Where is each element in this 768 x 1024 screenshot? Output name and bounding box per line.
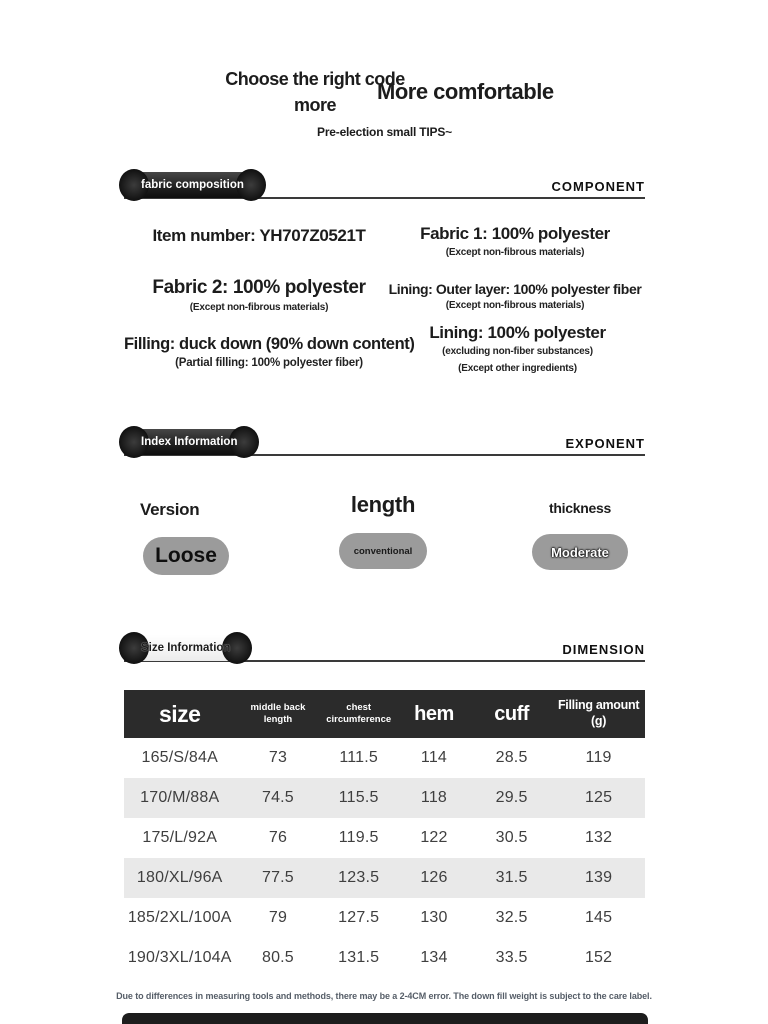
table-cell: 114 [420, 749, 448, 766]
table-cell: 79 [268, 909, 288, 926]
table-row [124, 858, 645, 898]
table-cell: 145 [584, 909, 613, 926]
lining-note-2: (Except other ingredients) [458, 362, 577, 374]
metric-thickness [528, 500, 632, 570]
table-cell: 118 [420, 789, 448, 806]
fabric1-text: Fabric 1: 100% polyester [420, 224, 610, 243]
table-cell: 175/L/92A [142, 829, 218, 846]
index-ribbon-label: Index Information [141, 436, 238, 448]
fabric1-note: (Except non-fibrous materials) [445, 246, 585, 258]
column-header: size [159, 700, 201, 727]
table-cell: 130 [420, 909, 448, 926]
table-row [124, 738, 645, 778]
table-cell: 122 [420, 829, 448, 846]
table-cell: 80.5 [261, 949, 294, 966]
hero-title-line1: Choose the right code [225, 69, 405, 89]
column-header: hem [414, 702, 454, 725]
fabric2-text: Fabric 2: 100% polyester [152, 277, 366, 298]
size-table-header [124, 690, 645, 738]
table-cell: 74.5 [261, 789, 294, 806]
lining-outer-note: (Except non-fibrous materials) [445, 300, 585, 312]
column-header: middle back length [250, 702, 306, 725]
hero-title-line2: more [293, 95, 336, 115]
lining-outer-block [378, 281, 652, 311]
size-ribbon-label: Size Information [141, 642, 231, 654]
table-cell: 28.5 [495, 749, 528, 766]
size-table [124, 690, 645, 978]
table-row [124, 898, 645, 938]
table-cell: 152 [584, 949, 613, 966]
fabric2-note: (Except non-fibrous materials) [189, 301, 329, 313]
column-header: cuff [494, 702, 529, 725]
fabric1-block [385, 224, 645, 258]
metric-length [330, 492, 436, 569]
metric-value-pill: Moderate [532, 534, 628, 570]
fabric-section-header [124, 171, 645, 202]
metric-value-pill: conventional [339, 533, 427, 569]
table-cell: 180/XL/96A [136, 869, 223, 886]
lining-outer-text: Lining: Outer layer: 100% polyester fiber [388, 281, 642, 297]
table-cell: 165/S/84A [141, 749, 218, 766]
table-cell: 33.5 [495, 949, 528, 966]
table-cell: 115.5 [338, 789, 379, 806]
table-cell: 170/M/88A [140, 789, 220, 806]
size-corner-label: DIMENSION [562, 642, 645, 657]
index-ribbon [124, 429, 254, 455]
index-corner-label: EXPONENT [565, 436, 645, 451]
column-header: Filling amount (g) [557, 698, 640, 728]
size-table-body [124, 738, 645, 978]
lining-text: Lining: 100% polyester [429, 323, 606, 342]
metric-label: thickness [549, 500, 611, 516]
table-cell: 73 [268, 749, 288, 766]
table-cell: 123.5 [338, 869, 380, 886]
table-cell: 29.5 [495, 789, 528, 806]
fabric-corner-label: COMPONENT [551, 179, 645, 194]
metric-value-pill: Loose [143, 537, 229, 575]
table-cell: 127.5 [338, 909, 380, 926]
item-number-text: Item number: YH707Z0521T [152, 226, 366, 245]
size-section-header [124, 634, 645, 665]
table-cell: 131.5 [338, 949, 380, 966]
measurement-footnote: Due to differences in measuring tools and methods, there may be a 2-4CM error. The down fill weight is subject to the care label. [116, 991, 652, 1001]
lining-note-1: (excluding non-fiber substances) [442, 345, 593, 357]
metric-label: length [350, 492, 416, 517]
fabric-ribbon [124, 172, 261, 198]
table-cell: 119.5 [338, 829, 379, 846]
column-header: chest circumference [326, 702, 392, 725]
table-cell: 32.5 [495, 909, 528, 926]
table-cell: 119 [585, 749, 612, 766]
lining-block [390, 323, 645, 374]
table-row [124, 778, 645, 818]
table-cell: 134 [420, 949, 448, 966]
table-cell: 126 [420, 869, 448, 886]
next-section-ribbon-partial [122, 1013, 648, 1024]
size-ribbon [124, 635, 247, 661]
table-row [124, 938, 645, 978]
item-number-block [124, 226, 394, 246]
table-cell: 125 [584, 789, 613, 806]
table-cell: 30.5 [495, 829, 528, 846]
table-row [124, 818, 645, 858]
index-section-header [124, 428, 645, 459]
filling-block [124, 335, 414, 369]
table-cell: 77.5 [261, 869, 294, 886]
table-cell: 132 [584, 829, 613, 846]
hero-overlay-title: More comfortable [377, 79, 554, 104]
fabric-ribbon-label: fabric composition [141, 179, 244, 191]
table-cell: 190/3XL/104A [127, 949, 232, 966]
table-cell: 185/2XL/100A [127, 909, 232, 926]
table-cell: 31.5 [495, 869, 528, 886]
hero-subtitle: Pre-election small TIPS~ [317, 125, 452, 139]
filling-note: (Partial filling: 100% polyester fiber) [175, 356, 363, 369]
table-cell: 76 [268, 829, 288, 846]
filling-text: Filling: duck down (90% down content) [124, 335, 415, 353]
fabric2-block [124, 277, 394, 313]
table-cell: 111.5 [339, 749, 379, 766]
metric-version [138, 500, 234, 575]
metric-label: Version [140, 500, 200, 519]
table-cell: 139 [584, 869, 613, 886]
